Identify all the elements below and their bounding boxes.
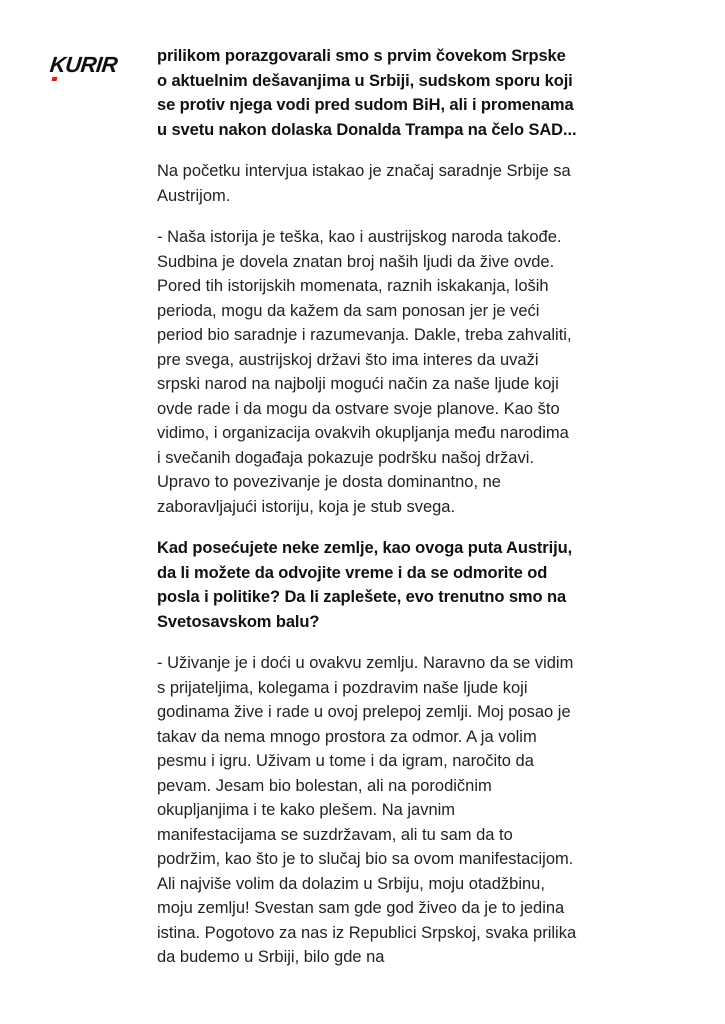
logo-accent-mark (52, 77, 58, 81)
kurir-logo[interactable] (50, 52, 120, 82)
article-paragraph: - Naša istorija je teška, kao i austrijskog naroda takođe. Sudbina je dovela znatan broj naših ljudi da žive ovde. Pored tih istorijskih momenata, raznih iskakanja, loših perioda, mogu da kažem da sam ponosan jer je veći period bio saradnje i razumevanja. Dakle, treba zahvaliti, pre svega, austrijskoj državi što ima interes da uvaži srpski narod na najbolji mogući način za naše ljude koji ovde rade i da mogu da ostvare svoje planove. Kao što vidimo, i organizacija ovakvih okupljanja među narodima i svečanih događaja pokazuje podršku našoj državi. Upravo to povezivanje je dosta dominantno, ne zaboravljajući istoriju, koja je stub svega. (157, 228, 572, 516)
article-lead: prilikom porazgovarali smo s prvim čovekom Srpske o aktuelnim dešavanjima u Srbiji, sudskom sporu koji se protiv njega vodi pred sudom BiH, ali i promenama u svetu nakon dolaska Donalda Trampa na čelo SAD... (157, 47, 577, 139)
interview-question: Kad posećujete neke zemlje, kao ovoga puta Austriju, da li možete da odvojite vreme i da se odmorite od posla i politike? Da li zaplešete, evo trenutno smo na Svetosavskom balu? (157, 539, 573, 631)
logo-wordmark: KURIR (48, 52, 119, 77)
article-paragraph: - Uživanje je i doći u ovakvu zemlju. Naravno da se vidim s prijateljima, kolegama i pozdravim naše ljude koji godinama žive i rade u ovoj prelepoj zemlji. Moj posao je takav da nema mnogo prostora za odmor. A ja volim pesmu i igru. Uživam u tome i da igram, naročito da pevam. Jesam bio bolestan, ali na porodičnim okupljanjima i te kako plešem. Na javnim manifestacijama se suzdržavam, ali tu sam da to podržim, kao što je to slučaj bio sa ovom manifestacijom. Ali najviše volim da dolazim u Srbiju, moju otadžbinu, moju zemlju! Svestan sam gde god živeo da je to jedina istina. Pogotovo za nas iz Republici Srpskoj, svaka prilika da budemo u Srbiji, bilo gde na (157, 654, 577, 966)
article-body (157, 44, 577, 987)
article-paragraph: Na početku intervjua istakao je značaj saradnje Srbije sa Austrijom. (157, 162, 571, 205)
